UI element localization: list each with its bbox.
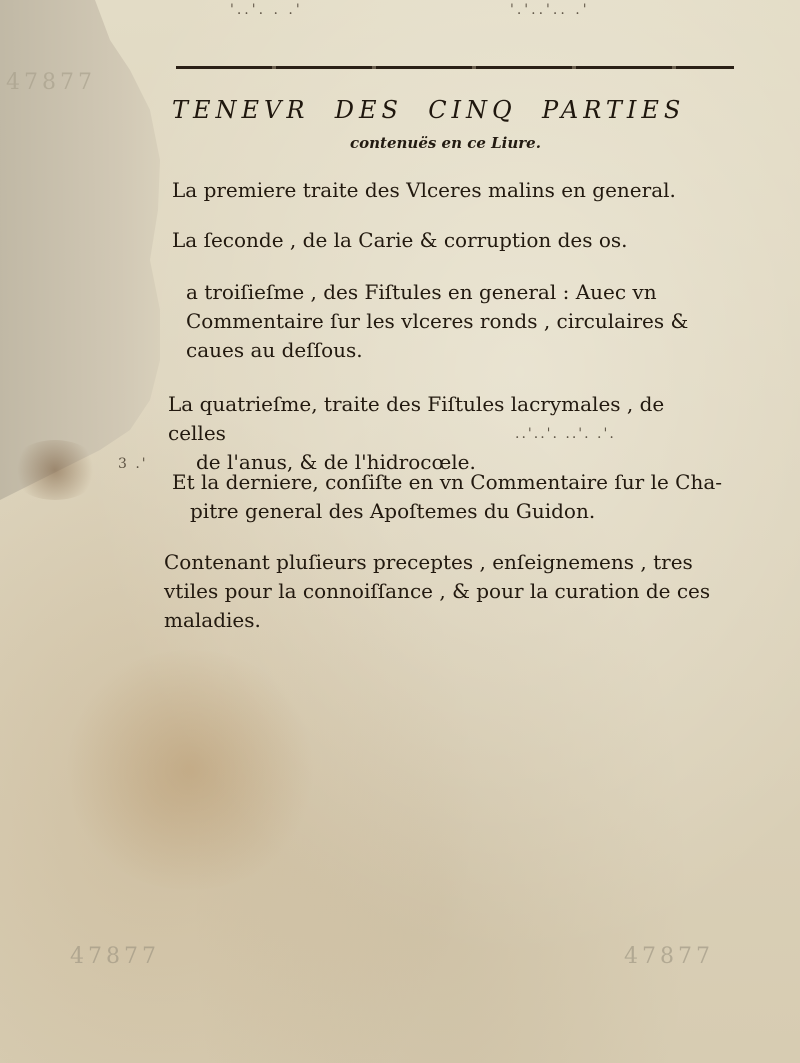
paragraph-part-1: La premiere traite des Vlceres malins en general. xyxy=(172,178,676,202)
foxing-stain xyxy=(10,440,100,500)
handwriting-right: '.'..'.. .' xyxy=(510,2,590,18)
paragraph-line: Et la derniere, conſiſte en vn Commentaire ſur le Cha- xyxy=(172,470,723,494)
paragraph-line: de l'anus, & de l'hidrocœle. xyxy=(196,450,476,474)
paragraph-part-5 xyxy=(162,468,730,526)
title-word: TENEVR xyxy=(172,96,310,124)
faint-bottom-number: 47877 xyxy=(70,944,160,969)
top-margin-handwriting xyxy=(230,2,730,38)
foxing-stain xyxy=(60,650,320,890)
decorative-rule xyxy=(176,66,734,69)
paragraph-part-4 xyxy=(168,390,728,477)
page-subtitle: contenuës en ce Liure. xyxy=(350,134,541,152)
left-margin-number: 47877 xyxy=(6,70,96,95)
paragraph-summary: Contenant pluſieurs preceptes , enſeignemens , tres vtiles pour la connoiſſance , & pour la curation de ces maladies. xyxy=(164,550,711,632)
paragraph-line: pitre general des Apoſtemes du Guidon. xyxy=(190,499,596,523)
paragraph-line: La quatrieſme, traite des Fiſtules lacrymales , de celles xyxy=(168,392,665,445)
handwriting-left: '..'. . .' xyxy=(230,2,303,18)
scribble-marks: ..'..'. ..'. .'. xyxy=(515,426,616,442)
title-word: DES xyxy=(334,96,403,124)
paragraph-part-3: a troiſieſme , des Fiſtules en general : Auec vn Commentaire ſur les vlceres ronds , circulaires & caues au deſſous. xyxy=(186,280,689,362)
title-word: PARTIES xyxy=(541,96,686,124)
faint-bottom-number: 47877 xyxy=(624,944,714,969)
title-word: CINQ xyxy=(428,96,517,124)
page-title xyxy=(172,96,742,124)
paragraph-part-2: La ſeconde , de la Carie & corruption des os. xyxy=(172,228,628,252)
scribble-marks: 3 .' xyxy=(118,456,148,472)
